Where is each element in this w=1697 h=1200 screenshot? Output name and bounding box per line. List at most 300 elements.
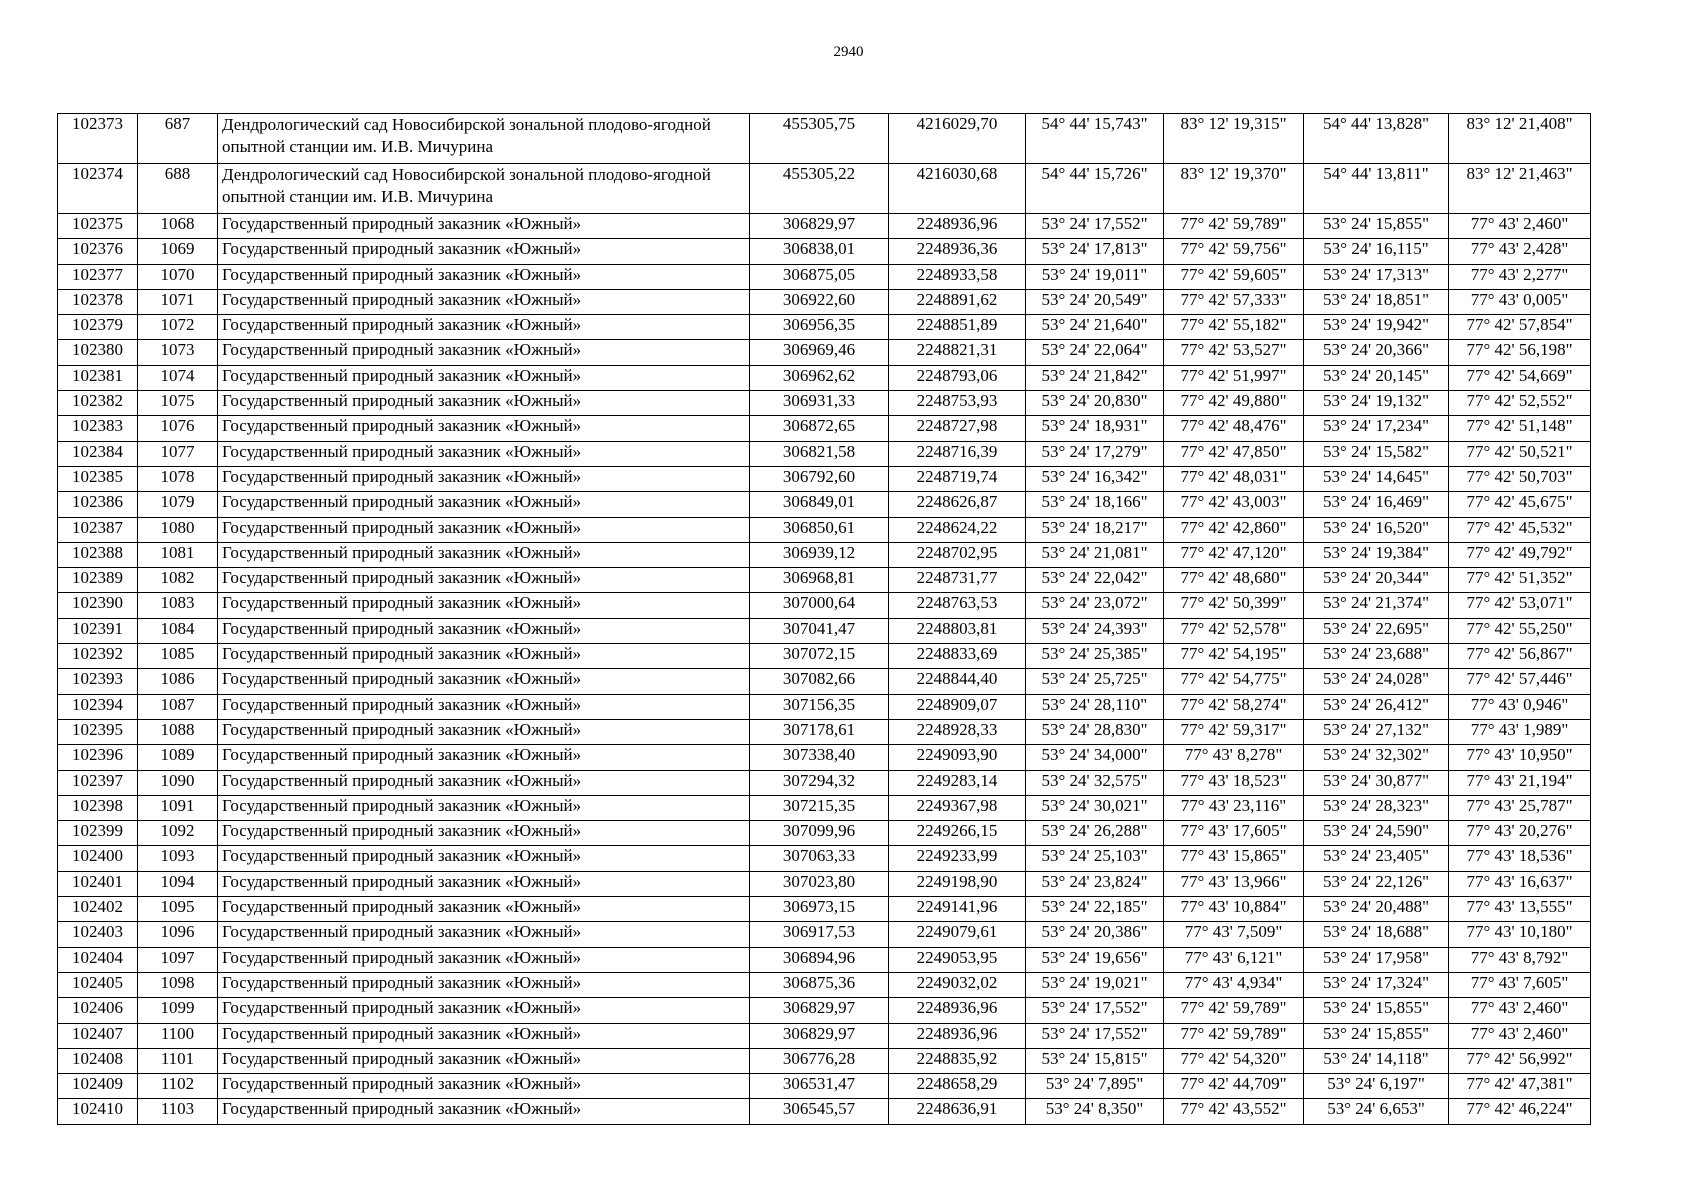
- cell-point-number: 1096: [138, 922, 218, 947]
- cell-latitude-2: 53° 24' 19,942": [1304, 315, 1449, 340]
- cell-coord-y: 2248753,93: [889, 391, 1026, 416]
- cell-record-id: 102389: [58, 568, 138, 593]
- cell-latitude-2: 53° 24' 22,695": [1304, 618, 1449, 643]
- cell-point-number: 1075: [138, 391, 218, 416]
- cell-coord-x: 306962,62: [750, 365, 889, 390]
- cell-object-name: Государственный природный заказник «Южный»: [218, 492, 750, 517]
- cell-point-number: 1100: [138, 1023, 218, 1048]
- cell-point-number: 1088: [138, 719, 218, 744]
- cell-latitude-2: 53° 24' 18,688": [1304, 922, 1449, 947]
- cell-coord-x: 307063,33: [750, 846, 889, 871]
- cell-longitude-2: 77° 43' 2,460": [1449, 998, 1591, 1023]
- cell-coord-x: 307294,32: [750, 770, 889, 795]
- table-row: [58, 821, 1591, 846]
- cell-coord-y: 2249367,98: [889, 795, 1026, 820]
- table-row: [58, 795, 1591, 820]
- table-row: [58, 669, 1591, 694]
- cell-latitude-1: 53° 24' 17,552": [1026, 998, 1164, 1023]
- cell-point-number: 1076: [138, 416, 218, 441]
- cell-latitude-1: 53° 24' 25,725": [1026, 669, 1164, 694]
- cell-coord-y: 2248851,89: [889, 315, 1026, 340]
- cell-object-name: Государственный природный заказник «Южный»: [218, 897, 750, 922]
- cell-coord-x: 307099,96: [750, 821, 889, 846]
- cell-latitude-1: 53° 24' 17,813": [1026, 239, 1164, 264]
- cell-longitude-2: 77° 43' 16,637": [1449, 871, 1591, 896]
- cell-point-number: 1084: [138, 618, 218, 643]
- cell-coord-x: 455305,75: [750, 114, 889, 164]
- cell-point-number: 1101: [138, 1048, 218, 1073]
- cell-latitude-1: 53° 24' 18,931": [1026, 416, 1164, 441]
- cell-longitude-2: 77° 42' 45,675": [1449, 492, 1591, 517]
- cell-point-number: 688: [138, 164, 218, 214]
- cell-record-id: 102381: [58, 365, 138, 390]
- cell-point-number: 1103: [138, 1099, 218, 1124]
- cell-coord-x: 455305,22: [750, 164, 889, 214]
- cell-point-number: 1082: [138, 568, 218, 593]
- cell-longitude-2: 77° 42' 56,198": [1449, 340, 1591, 365]
- cell-coord-x: 306776,28: [750, 1048, 889, 1073]
- cell-latitude-1: 53° 24' 19,011": [1026, 264, 1164, 289]
- cell-longitude-1: 77° 43' 17,605": [1164, 821, 1304, 846]
- cell-longitude-2: 77° 43' 2,460": [1449, 214, 1591, 239]
- cell-point-number: 1085: [138, 644, 218, 669]
- cell-coord-x: 307338,40: [750, 745, 889, 770]
- cell-coord-x: 306829,97: [750, 214, 889, 239]
- cell-object-name: Государственный природный заказник «Южный»: [218, 593, 750, 618]
- cell-longitude-1: 77° 42' 54,195": [1164, 644, 1304, 669]
- cell-object-name: Государственный природный заказник «Южный»: [218, 745, 750, 770]
- cell-latitude-2: 53° 24' 6,653": [1304, 1099, 1449, 1124]
- cell-longitude-1: 77° 42' 54,775": [1164, 669, 1304, 694]
- cell-latitude-1: 53° 24' 30,021": [1026, 795, 1164, 820]
- cell-latitude-1: 54° 44' 15,743": [1026, 114, 1164, 164]
- cell-object-name: Государственный природный заказник «Южный»: [218, 1023, 750, 1048]
- cell-coord-y: 2248763,53: [889, 593, 1026, 618]
- table-row: [58, 568, 1591, 593]
- cell-latitude-1: 53° 24' 17,552": [1026, 1023, 1164, 1048]
- cell-longitude-2: 77° 43' 2,277": [1449, 264, 1591, 289]
- cell-latitude-1: 53° 24' 24,393": [1026, 618, 1164, 643]
- cell-longitude-1: 77° 42' 47,120": [1164, 542, 1304, 567]
- cell-coord-x: 306939,12: [750, 542, 889, 567]
- cell-record-id: 102388: [58, 542, 138, 567]
- cell-point-number: 1073: [138, 340, 218, 365]
- cell-longitude-2: 77° 43' 7,605": [1449, 972, 1591, 997]
- cell-point-number: 1071: [138, 289, 218, 314]
- cell-object-name: Государственный природный заказник «Южный»: [218, 846, 750, 871]
- cell-record-id: 102408: [58, 1048, 138, 1073]
- cell-longitude-1: 77° 43' 8,278": [1164, 745, 1304, 770]
- cell-object-name: Государственный природный заказник «Южный»: [218, 1099, 750, 1124]
- cell-latitude-2: 53° 24' 20,145": [1304, 365, 1449, 390]
- cell-record-id: 102375: [58, 214, 138, 239]
- cell-object-name: Дендрологический сад Новосибирской зональной плодово-ягодной опытной станции им. И.В. Мичурина: [218, 114, 750, 164]
- cell-coord-x: 306875,05: [750, 264, 889, 289]
- cell-latitude-2: 53° 24' 17,324": [1304, 972, 1449, 997]
- cell-latitude-2: 53° 24' 27,132": [1304, 719, 1449, 744]
- cell-coord-y: 2249283,14: [889, 770, 1026, 795]
- cell-object-name: Государственный природный заказник «Южный»: [218, 416, 750, 441]
- cell-longitude-1: 77° 42' 44,709": [1164, 1074, 1304, 1099]
- cell-longitude-1: 77° 42' 50,399": [1164, 593, 1304, 618]
- cell-latitude-2: 53° 24' 21,374": [1304, 593, 1449, 618]
- table-row: [58, 542, 1591, 567]
- cell-longitude-1: 77° 42' 54,320": [1164, 1048, 1304, 1073]
- cell-longitude-2: 77° 43' 2,460": [1449, 1023, 1591, 1048]
- cell-record-id: 102399: [58, 821, 138, 846]
- cell-longitude-2: 77° 42' 50,703": [1449, 466, 1591, 491]
- cell-longitude-1: 77° 42' 59,789": [1164, 1023, 1304, 1048]
- cell-object-name: Государственный природный заказник «Южный»: [218, 618, 750, 643]
- cell-longitude-2: 77° 43' 10,180": [1449, 922, 1591, 947]
- cell-longitude-2: 77° 42' 57,446": [1449, 669, 1591, 694]
- table-row: [58, 114, 1591, 164]
- cell-coord-y: 2248719,74: [889, 466, 1026, 491]
- cell-latitude-2: 53° 24' 23,688": [1304, 644, 1449, 669]
- cell-longitude-1: 77° 42' 48,031": [1164, 466, 1304, 491]
- cell-coord-y: 2248716,39: [889, 441, 1026, 466]
- cell-longitude-2: 77° 43' 1,989": [1449, 719, 1591, 744]
- table-row: [58, 416, 1591, 441]
- cell-point-number: 1098: [138, 972, 218, 997]
- cell-coord-x: 306545,57: [750, 1099, 889, 1124]
- cell-latitude-1: 53° 24' 18,166": [1026, 492, 1164, 517]
- cell-latitude-2: 53° 24' 20,366": [1304, 340, 1449, 365]
- cell-longitude-2: 77° 43' 0,005": [1449, 289, 1591, 314]
- cell-coord-x: 306894,96: [750, 947, 889, 972]
- cell-longitude-2: 77° 42' 55,250": [1449, 618, 1591, 643]
- cell-latitude-2: 53° 24' 15,582": [1304, 441, 1449, 466]
- table-row: [58, 593, 1591, 618]
- cell-point-number: 1090: [138, 770, 218, 795]
- cell-latitude-2: 53° 24' 28,323": [1304, 795, 1449, 820]
- cell-coord-y: 2248636,91: [889, 1099, 1026, 1124]
- cell-coord-y: 2249198,90: [889, 871, 1026, 896]
- cell-object-name: Государственный природный заказник «Южный»: [218, 694, 750, 719]
- cell-object-name: Государственный природный заказник «Южный»: [218, 239, 750, 264]
- cell-coord-y: 2248833,69: [889, 644, 1026, 669]
- cell-coord-y: 2248626,87: [889, 492, 1026, 517]
- cell-point-number: 1077: [138, 441, 218, 466]
- cell-coord-y: 2248936,96: [889, 1023, 1026, 1048]
- cell-coord-y: 2248803,81: [889, 618, 1026, 643]
- cell-latitude-2: 53° 24' 15,855": [1304, 214, 1449, 239]
- table-row: [58, 694, 1591, 719]
- cell-longitude-1: 77° 43' 23,116": [1164, 795, 1304, 820]
- table-row: [58, 618, 1591, 643]
- cell-longitude-1: 77° 42' 51,997": [1164, 365, 1304, 390]
- cell-latitude-2: 53° 24' 19,132": [1304, 391, 1449, 416]
- cell-coord-x: 306531,47: [750, 1074, 889, 1099]
- table-row: [58, 365, 1591, 390]
- cell-point-number: 1095: [138, 897, 218, 922]
- cell-longitude-1: 77° 43' 10,884": [1164, 897, 1304, 922]
- cell-longitude-1: 77° 42' 59,756": [1164, 239, 1304, 264]
- cell-point-number: 1068: [138, 214, 218, 239]
- cell-longitude-1: 77° 42' 59,605": [1164, 264, 1304, 289]
- cell-coord-x: 307041,47: [750, 618, 889, 643]
- table-row: [58, 897, 1591, 922]
- cell-object-name: Государственный природный заказник «Южный»: [218, 1048, 750, 1073]
- table-row: [58, 340, 1591, 365]
- cell-latitude-1: 53° 24' 18,217": [1026, 517, 1164, 542]
- cell-record-id: 102395: [58, 719, 138, 744]
- cell-object-name: Государственный природный заказник «Южный»: [218, 391, 750, 416]
- cell-latitude-2: 53° 24' 23,405": [1304, 846, 1449, 871]
- cell-record-id: 102398: [58, 795, 138, 820]
- cell-record-id: 102391: [58, 618, 138, 643]
- cell-record-id: 102400: [58, 846, 138, 871]
- cell-longitude-1: 77° 42' 49,880": [1164, 391, 1304, 416]
- cell-coord-y: 2248624,22: [889, 517, 1026, 542]
- cell-object-name: Государственный природный заказник «Южный»: [218, 466, 750, 491]
- table-row: [58, 315, 1591, 340]
- cell-coord-x: 306969,46: [750, 340, 889, 365]
- cell-latitude-2: 53° 24' 26,412": [1304, 694, 1449, 719]
- cell-object-name: Государственный природный заказник «Южный»: [218, 644, 750, 669]
- cell-latitude-1: 53° 24' 20,830": [1026, 391, 1164, 416]
- cell-point-number: 1102: [138, 1074, 218, 1099]
- cell-object-name: Государственный природный заказник «Южный»: [218, 821, 750, 846]
- cell-coord-x: 306838,01: [750, 239, 889, 264]
- cell-latitude-2: 53° 24' 17,958": [1304, 947, 1449, 972]
- table-row: [58, 998, 1591, 1023]
- cell-record-id: 102406: [58, 998, 138, 1023]
- cell-latitude-1: 53° 24' 25,385": [1026, 644, 1164, 669]
- cell-object-name: Государственный природный заказник «Южный»: [218, 998, 750, 1023]
- cell-longitude-2: 77° 43' 25,787": [1449, 795, 1591, 820]
- cell-record-id: 102393: [58, 669, 138, 694]
- cell-point-number: 1078: [138, 466, 218, 491]
- cell-longitude-2: 77° 42' 51,352": [1449, 568, 1591, 593]
- cell-point-number: 1072: [138, 315, 218, 340]
- cell-coord-x: 306922,60: [750, 289, 889, 314]
- cell-longitude-2: 77° 43' 13,555": [1449, 897, 1591, 922]
- cell-record-id: 102373: [58, 114, 138, 164]
- cell-coord-y: 4216029,70: [889, 114, 1026, 164]
- cell-point-number: 1089: [138, 745, 218, 770]
- cell-record-id: 102374: [58, 164, 138, 214]
- cell-latitude-2: 53° 24' 19,384": [1304, 542, 1449, 567]
- cell-object-name: Государственный природный заказник «Южный»: [218, 871, 750, 896]
- cell-longitude-1: 77° 42' 59,317": [1164, 719, 1304, 744]
- cell-coord-y: 2248821,31: [889, 340, 1026, 365]
- cell-coord-y: 2249053,95: [889, 947, 1026, 972]
- cell-longitude-1: 77° 43' 4,934": [1164, 972, 1304, 997]
- cell-latitude-2: 53° 24' 16,520": [1304, 517, 1449, 542]
- cell-coord-x: 306917,53: [750, 922, 889, 947]
- cell-latitude-2: 54° 44' 13,811": [1304, 164, 1449, 214]
- cell-latitude-2: 53° 24' 14,645": [1304, 466, 1449, 491]
- cell-record-id: 102410: [58, 1099, 138, 1124]
- cell-longitude-2: 77° 42' 46,224": [1449, 1099, 1591, 1124]
- cell-coord-x: 306829,97: [750, 1023, 889, 1048]
- cell-point-number: 1079: [138, 492, 218, 517]
- cell-longitude-1: 77° 42' 48,476": [1164, 416, 1304, 441]
- cell-record-id: 102409: [58, 1074, 138, 1099]
- cell-record-id: 102377: [58, 264, 138, 289]
- table-row: [58, 871, 1591, 896]
- cell-point-number: 1070: [138, 264, 218, 289]
- cell-latitude-1: 54° 44' 15,726": [1026, 164, 1164, 214]
- cell-latitude-2: 54° 44' 13,828": [1304, 114, 1449, 164]
- table-row: [58, 1023, 1591, 1048]
- page-number: 2940: [833, 44, 864, 60]
- cell-latitude-1: 53° 24' 25,103": [1026, 846, 1164, 871]
- cell-latitude-2: 53° 24' 20,488": [1304, 897, 1449, 922]
- cell-latitude-2: 53° 24' 30,877": [1304, 770, 1449, 795]
- cell-latitude-1: 53° 24' 22,185": [1026, 897, 1164, 922]
- cell-coord-y: 2248933,58: [889, 264, 1026, 289]
- cell-coord-y: 2248909,07: [889, 694, 1026, 719]
- cell-latitude-2: 53° 24' 16,115": [1304, 239, 1449, 264]
- cell-object-name: Государственный природный заказник «Южный»: [218, 214, 750, 239]
- cell-longitude-1: 77° 42' 59,789": [1164, 214, 1304, 239]
- table-row: [58, 922, 1591, 947]
- cell-point-number: 1086: [138, 669, 218, 694]
- cell-coord-x: 306792,60: [750, 466, 889, 491]
- cell-coord-y: 2248727,98: [889, 416, 1026, 441]
- cell-longitude-2: 77° 42' 57,854": [1449, 315, 1591, 340]
- cell-record-id: 102387: [58, 517, 138, 542]
- cell-latitude-1: 53° 24' 17,552": [1026, 214, 1164, 239]
- cell-longitude-1: 77° 42' 58,274": [1164, 694, 1304, 719]
- cell-point-number: 1093: [138, 846, 218, 871]
- cell-record-id: 102384: [58, 441, 138, 466]
- cell-point-number: 687: [138, 114, 218, 164]
- cell-point-number: 1087: [138, 694, 218, 719]
- cell-record-id: 102392: [58, 644, 138, 669]
- cell-longitude-2: 83° 12' 21,463": [1449, 164, 1591, 214]
- cell-longitude-1: 77° 43' 6,121": [1164, 947, 1304, 972]
- cell-coord-y: 2248928,33: [889, 719, 1026, 744]
- cell-coord-y: 4216030,68: [889, 164, 1026, 214]
- cell-longitude-2: 77° 43' 21,194": [1449, 770, 1591, 795]
- cell-latitude-2: 53° 24' 20,344": [1304, 568, 1449, 593]
- cell-longitude-2: 77° 43' 0,946": [1449, 694, 1591, 719]
- cell-longitude-1: 77° 42' 42,860": [1164, 517, 1304, 542]
- cell-coord-x: 306872,65: [750, 416, 889, 441]
- cell-object-name: Государственный природный заказник «Южный»: [218, 972, 750, 997]
- cell-object-name: Государственный природный заказник «Южный»: [218, 947, 750, 972]
- cell-longitude-1: 77° 43' 7,509": [1164, 922, 1304, 947]
- cell-coord-x: 306850,61: [750, 517, 889, 542]
- cell-object-name: Государственный природный заказник «Южный»: [218, 922, 750, 947]
- cell-longitude-2: 77° 42' 45,532": [1449, 517, 1591, 542]
- cell-point-number: 1081: [138, 542, 218, 567]
- cell-object-name: Дендрологический сад Новосибирской зональной плодово-ягодной опытной станции им. И.В. Мичурина: [218, 164, 750, 214]
- cell-latitude-2: 53° 24' 22,126": [1304, 871, 1449, 896]
- cell-record-id: 102401: [58, 871, 138, 896]
- table-row: [58, 1099, 1591, 1124]
- cell-latitude-2: 53° 24' 24,028": [1304, 669, 1449, 694]
- cell-latitude-1: 53° 24' 15,815": [1026, 1048, 1164, 1073]
- cell-coord-y: 2248702,95: [889, 542, 1026, 567]
- cell-record-id: 102390: [58, 593, 138, 618]
- cell-record-id: 102402: [58, 897, 138, 922]
- cell-coord-y: 2248891,62: [889, 289, 1026, 314]
- cell-object-name: Государственный природный заказник «Южный»: [218, 340, 750, 365]
- cell-object-name: Государственный природный заказник «Южный»: [218, 441, 750, 466]
- cell-record-id: 102394: [58, 694, 138, 719]
- cell-coord-x: 306931,33: [750, 391, 889, 416]
- cell-coord-x: 306968,81: [750, 568, 889, 593]
- cell-coord-x: 307156,35: [750, 694, 889, 719]
- table-row: [58, 745, 1591, 770]
- cell-coord-x: 306821,58: [750, 441, 889, 466]
- table-row: [58, 846, 1591, 871]
- cell-longitude-1: 77° 42' 48,680": [1164, 568, 1304, 593]
- cell-point-number: 1069: [138, 239, 218, 264]
- cell-object-name: Государственный природный заказник «Южный»: [218, 568, 750, 593]
- cell-object-name: Государственный природный заказник «Южный»: [218, 365, 750, 390]
- table-row: [58, 719, 1591, 744]
- cell-longitude-1: 83° 12' 19,315": [1164, 114, 1304, 164]
- cell-coord-x: 306849,01: [750, 492, 889, 517]
- cell-coord-y: 2248936,36: [889, 239, 1026, 264]
- table-row: [58, 289, 1591, 314]
- cell-longitude-1: 77° 42' 43,552": [1164, 1099, 1304, 1124]
- cell-latitude-2: 53° 24' 15,855": [1304, 1023, 1449, 1048]
- cell-latitude-1: 53° 24' 21,081": [1026, 542, 1164, 567]
- cell-coord-x: 307000,64: [750, 593, 889, 618]
- cell-record-id: 102407: [58, 1023, 138, 1048]
- cell-longitude-1: 83° 12' 19,370": [1164, 164, 1304, 214]
- cell-longitude-1: 77° 42' 43,003": [1164, 492, 1304, 517]
- cell-latitude-2: 53° 24' 32,302": [1304, 745, 1449, 770]
- cell-latitude-1: 53° 24' 21,842": [1026, 365, 1164, 390]
- coordinates-table: [57, 113, 1591, 1125]
- cell-latitude-1: 53° 24' 20,549": [1026, 289, 1164, 314]
- cell-coord-x: 307072,15: [750, 644, 889, 669]
- cell-coord-y: 2248731,77: [889, 568, 1026, 593]
- table-row: [58, 391, 1591, 416]
- cell-coord-y: 2249032,02: [889, 972, 1026, 997]
- cell-coord-x: 306875,36: [750, 972, 889, 997]
- cell-latitude-1: 53° 24' 19,021": [1026, 972, 1164, 997]
- cell-point-number: 1080: [138, 517, 218, 542]
- cell-longitude-2: 77° 42' 47,381": [1449, 1074, 1591, 1099]
- cell-coord-x: 306956,35: [750, 315, 889, 340]
- cell-object-name: Государственный природный заказник «Южный»: [218, 795, 750, 820]
- cell-coord-y: 2248658,29: [889, 1074, 1026, 1099]
- cell-record-id: 102385: [58, 466, 138, 491]
- cell-longitude-2: 77° 42' 56,992": [1449, 1048, 1591, 1073]
- table-row: [58, 947, 1591, 972]
- cell-latitude-1: 53° 24' 23,824": [1026, 871, 1164, 896]
- cell-longitude-1: 77° 42' 59,789": [1164, 998, 1304, 1023]
- cell-latitude-1: 53° 24' 23,072": [1026, 593, 1164, 618]
- cell-record-id: 102380: [58, 340, 138, 365]
- cell-record-id: 102404: [58, 947, 138, 972]
- cell-point-number: 1083: [138, 593, 218, 618]
- table-row: [58, 1048, 1591, 1073]
- table-body: [58, 114, 1591, 1125]
- table-row: [58, 441, 1591, 466]
- cell-coord-x: 306829,97: [750, 998, 889, 1023]
- cell-latitude-1: 53° 24' 17,279": [1026, 441, 1164, 466]
- cell-latitude-2: 53° 24' 14,118": [1304, 1048, 1449, 1073]
- cell-longitude-2: 77° 42' 50,521": [1449, 441, 1591, 466]
- cell-longitude-1: 77° 42' 52,578": [1164, 618, 1304, 643]
- cell-latitude-1: 53° 24' 32,575": [1026, 770, 1164, 795]
- table-row: [58, 214, 1591, 239]
- table-row: [58, 466, 1591, 491]
- cell-coord-y: 2248835,92: [889, 1048, 1026, 1073]
- cell-longitude-2: 77° 43' 8,792": [1449, 947, 1591, 972]
- cell-object-name: Государственный природный заказник «Южный»: [218, 719, 750, 744]
- cell-point-number: 1074: [138, 365, 218, 390]
